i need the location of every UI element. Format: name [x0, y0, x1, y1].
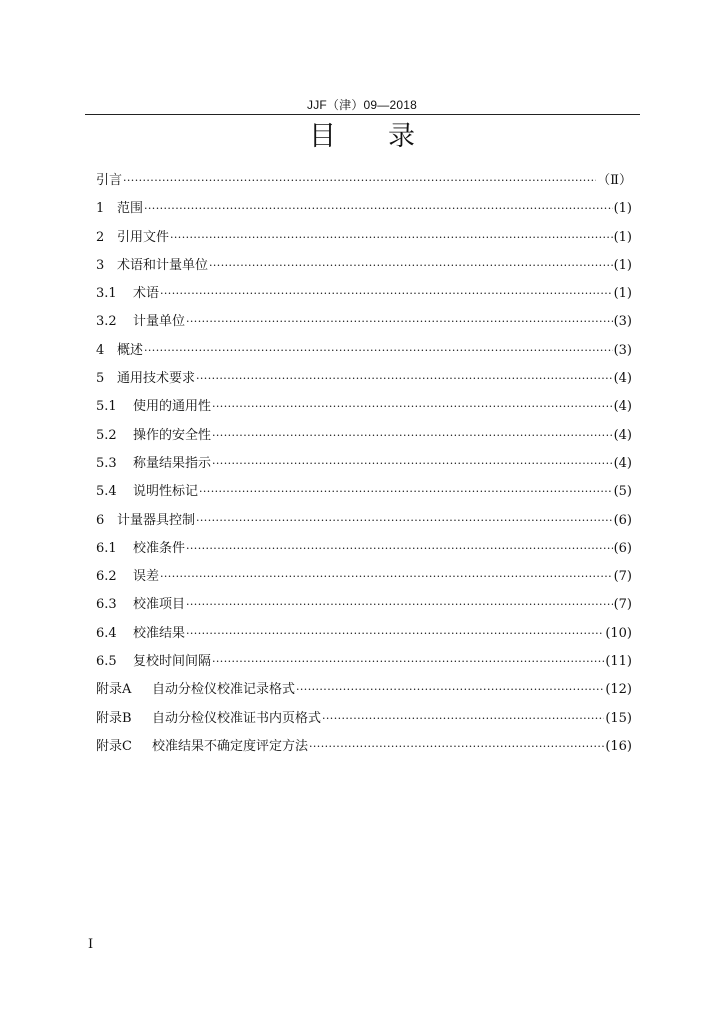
page-title: [0, 117, 724, 157]
toc-entry-number: 3.2: [96, 314, 117, 330]
toc-leader-dots: [209, 253, 613, 279]
toc-entry-number: 1: [96, 201, 105, 217]
toc-leader-dots: [160, 564, 613, 590]
title-char-1: 目: [309, 121, 336, 152]
toc-entry-number: 5.1: [96, 399, 117, 415]
table-of-contents: [96, 168, 632, 762]
toc-leader-dots: [144, 338, 613, 364]
toc-entry[interactable]: [96, 281, 632, 309]
toc-entry-title: 自动分检仪校准证书内页格式: [152, 710, 322, 726]
toc-leader-dots: [196, 508, 613, 534]
toc-leader-dots: [322, 706, 604, 732]
toc-entry[interactable]: [96, 338, 632, 366]
toc-entry[interactable]: [96, 394, 632, 422]
toc-entry-number: 附录C: [96, 738, 132, 754]
toc-entry-number: 5.3: [96, 455, 117, 471]
toc-entry[interactable]: [96, 196, 632, 224]
toc-entry-title: 自动分检仪校准记录格式: [152, 682, 296, 698]
toc-entry-title: 校准结果: [133, 625, 186, 641]
toc-leader-dots: [186, 536, 613, 562]
toc-leader-dots: [309, 734, 604, 760]
toc-entry[interactable]: [96, 309, 632, 337]
toc-entry-page: (3): [613, 342, 632, 358]
toc-entry-number: 2: [96, 229, 105, 245]
toc-entry-title: 说明性标记: [133, 484, 199, 500]
toc-leader-dots: [196, 366, 613, 392]
toc-entry-page: （Ⅱ）: [597, 173, 632, 188]
toc-entry-page: (4): [613, 427, 632, 443]
toc-entry-title: 计量单位: [133, 314, 186, 330]
toc-entry[interactable]: [96, 508, 632, 536]
toc-entry-number: 附录A: [96, 682, 132, 698]
toc-entry[interactable]: [96, 734, 632, 762]
toc-entry-number: 4: [96, 342, 105, 358]
toc-leader-dots: [212, 423, 613, 449]
toc-leader-dots: [199, 479, 613, 505]
toc-entry[interactable]: [96, 366, 632, 394]
toc-entry-title: 范围: [117, 201, 144, 217]
toc-leader-dots: [170, 225, 613, 251]
toc-entry-number: 6.4: [96, 625, 117, 641]
toc-leader-dots: [296, 677, 604, 703]
toc-entry-title: 复校时间间隔: [133, 654, 212, 670]
toc-entry-title: 通用技术要求: [117, 371, 196, 387]
toc-entry[interactable]: [96, 423, 632, 451]
toc-entry[interactable]: [96, 621, 632, 649]
toc-entry-title: 引言: [96, 173, 123, 188]
toc-entry[interactable]: [96, 451, 632, 479]
toc-entry-number: 5.2: [96, 427, 117, 443]
toc-entry[interactable]: [96, 253, 632, 281]
toc-entry-number: 5.4: [96, 484, 117, 500]
toc-leader-dots: [186, 621, 604, 647]
toc-entry-page: (1): [613, 257, 632, 273]
toc-entry-number: 6.5: [96, 654, 117, 670]
toc-entry[interactable]: [96, 564, 632, 592]
toc-entry[interactable]: [96, 706, 632, 734]
toc-leader-dots: [212, 451, 613, 477]
toc-entry-page: (7): [613, 597, 632, 613]
toc-entry-page: (6): [613, 512, 632, 528]
toc-entry-title: 概述: [117, 342, 144, 358]
toc-entry-page: (7): [613, 569, 632, 585]
toc-entry-number: 5: [96, 371, 105, 387]
toc-entry[interactable]: [96, 649, 632, 677]
toc-entry-title: 校准条件: [133, 540, 186, 556]
toc-entry[interactable]: [96, 225, 632, 253]
toc-entry-page: (5): [613, 484, 632, 500]
toc-entry-title: 术语: [133, 286, 160, 302]
toc-entry-page: (15): [605, 710, 632, 726]
toc-entry-page: (4): [613, 399, 632, 415]
toc-entry-page: (12): [605, 682, 632, 698]
toc-leader-dots: [186, 592, 613, 618]
toc-leader-dots: [144, 196, 613, 222]
toc-entry[interactable]: [96, 536, 632, 564]
toc-leader-dots: [212, 649, 604, 675]
title-char-2: 录: [388, 121, 415, 152]
toc-entry[interactable]: [96, 168, 632, 196]
toc-entry[interactable]: [96, 479, 632, 507]
toc-leader-dots: [123, 168, 596, 194]
toc-entry-number: 附录B: [96, 710, 132, 726]
toc-entry-title: 误差: [133, 569, 160, 585]
page-number: I: [88, 937, 94, 952]
toc-entry[interactable]: [96, 592, 632, 620]
toc-leader-dots: [160, 281, 613, 307]
toc-entry-number: 3.1: [96, 286, 117, 302]
header-divider: [85, 114, 640, 115]
toc-leader-dots: [186, 309, 613, 335]
toc-entry-number: 6.1: [96, 540, 117, 556]
toc-entry-page: (10): [605, 625, 632, 641]
toc-entry-page: (1): [613, 201, 632, 217]
toc-entry-page: (4): [613, 455, 632, 471]
toc-entry-title: 使用的通用性: [133, 399, 212, 415]
toc-entry-number: 6.3: [96, 597, 117, 613]
toc-entry-title: 校准结果不确定度评定方法: [152, 738, 309, 754]
toc-entry-page: (1): [613, 229, 632, 245]
toc-entry-number: 6: [96, 512, 105, 528]
toc-entry-page: (1): [613, 286, 632, 302]
toc-entry-page: (11): [605, 654, 632, 670]
toc-entry-page: (16): [605, 738, 632, 754]
toc-entry-title: 称量结果指示: [133, 455, 212, 471]
toc-entry-number: 3: [96, 257, 105, 273]
toc-entry-page: (6): [613, 540, 632, 556]
toc-entry-title: 术语和计量单位: [117, 257, 209, 273]
toc-entry-title: 计量器具控制: [117, 512, 196, 528]
toc-entry-title: 操作的安全性: [133, 427, 212, 443]
toc-entry-page: (4): [613, 371, 632, 387]
toc-entry-page: (3): [613, 314, 632, 330]
toc-leader-dots: [212, 394, 613, 420]
toc-entry-number: 6.2: [96, 569, 117, 585]
toc-entry-title: 校准项目: [133, 597, 186, 613]
document-code: JJF（津）09—2018: [307, 98, 417, 112]
toc-entry[interactable]: [96, 677, 632, 705]
toc-entry-title: 引用文件: [117, 229, 170, 245]
